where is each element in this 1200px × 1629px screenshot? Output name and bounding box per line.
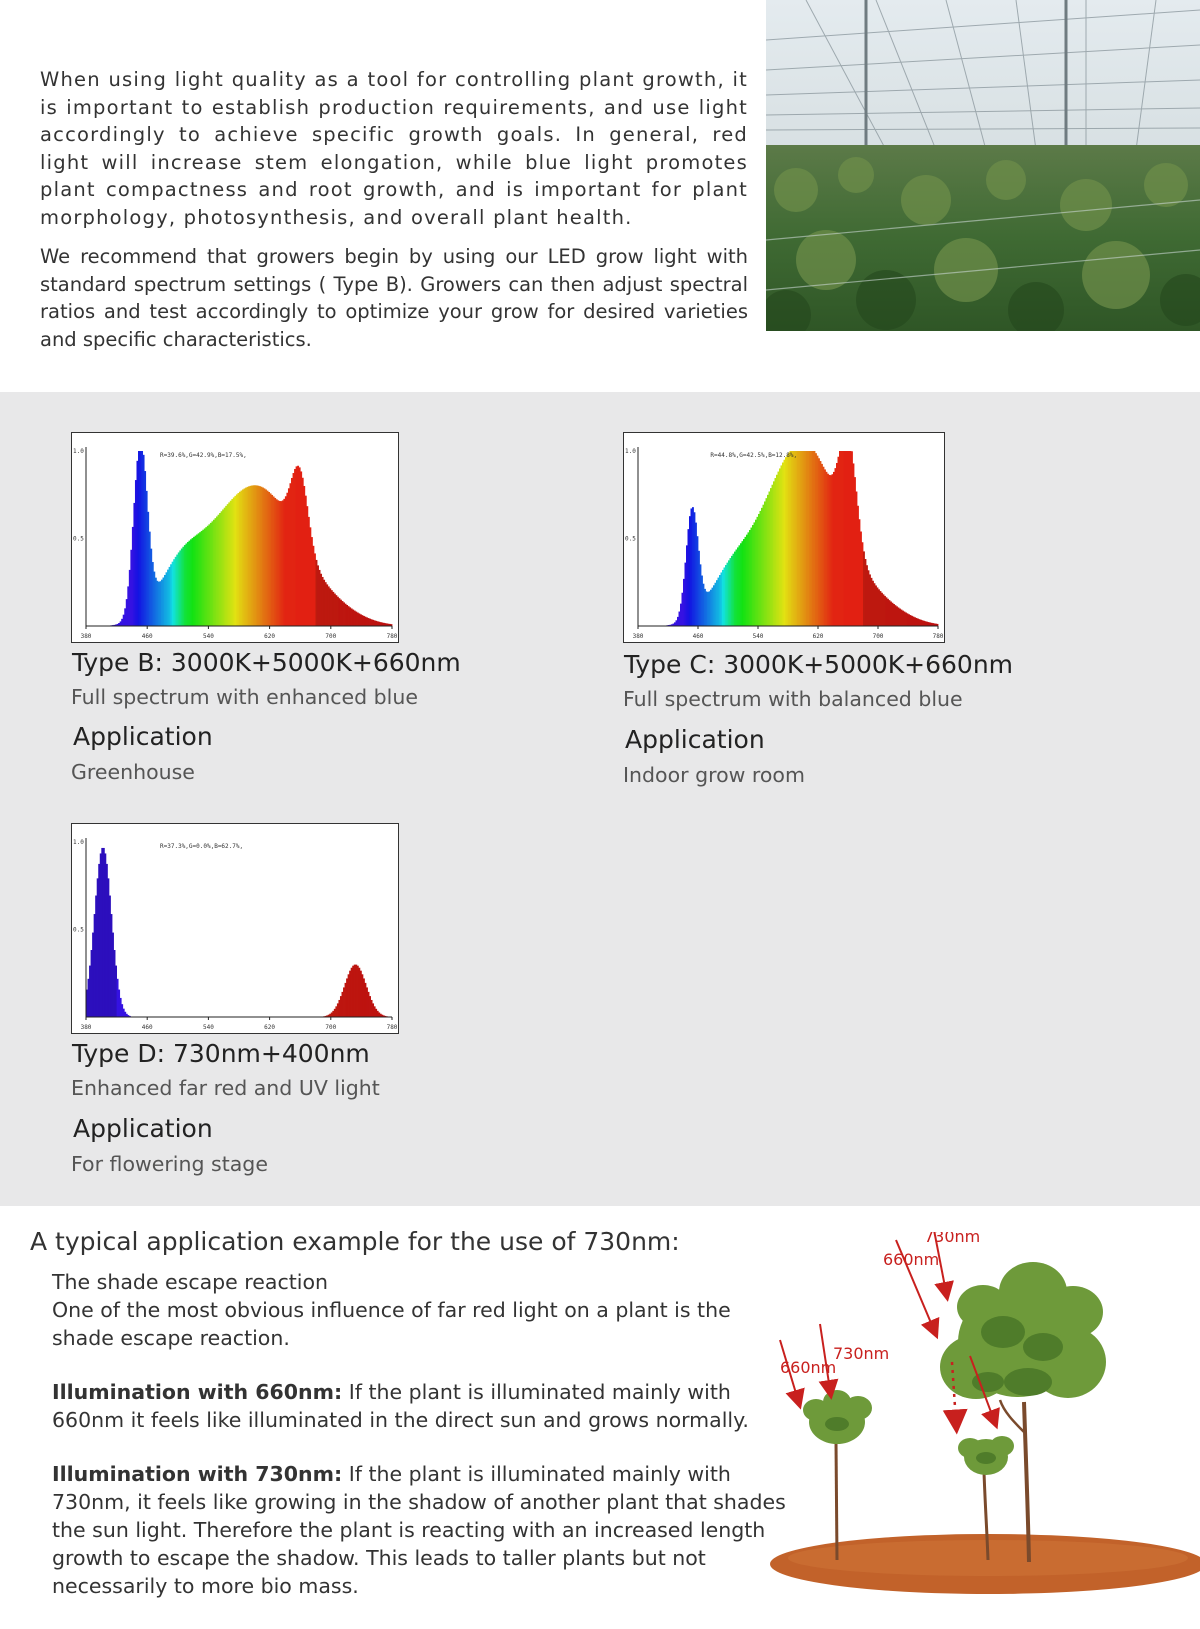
spectrum-chart-frame (623, 432, 945, 643)
spectrum-bars (667, 451, 939, 626)
x-tick-label: 620 (264, 633, 276, 640)
x-tick-label: 620 (264, 1024, 276, 1031)
spectrum-subtitle: Enhanced far red and UV light (71, 1076, 380, 1100)
x-tick-label: 460 (141, 1024, 153, 1031)
spectrum-chart-type-b (72, 433, 398, 642)
spectrum-ratio-label: R=44.8%,G=42.5%,B=12.8%, (710, 452, 798, 459)
illumination-730-text: If the plant is illuminated mainly with 730nm, it feels like growing in the shadow of another plant that shades the sun light. Therefore the plant is reacting with an increased length growth to escape the shadow. This leads to taller plants but not necessarily to more bio mass. (52, 1462, 786, 1598)
greenhouse-photo-image (766, 0, 1200, 331)
x-tick-label: 380 (632, 633, 644, 640)
application-label: Application (73, 722, 213, 751)
illumination-660-paragraph (52, 1378, 792, 1434)
label-short-730: 730nm (833, 1344, 890, 1363)
x-tick-label: 460 (141, 633, 153, 640)
shade-escape-text: One of the most obvious influence of far red light on a plant is the shade escape reaction. (52, 1298, 731, 1350)
spectrum-subtitle: Full spectrum with balanced blue (623, 687, 963, 711)
x-tick-label: 780 (386, 1024, 398, 1031)
spectrum-chart-frame (71, 432, 399, 643)
y-tick-label: 0.5 (73, 535, 84, 543)
label-tall-730: 730nm (924, 1232, 981, 1246)
spectrum-ratio-label: R=39.6%,G=42.9%,B=17.5%, (160, 452, 247, 459)
spectrum-title: Type C: 3000K+5000K+660nm (624, 650, 1014, 679)
x-tick-label: 380 (80, 1024, 92, 1031)
label-tall-660: 660nm (883, 1250, 940, 1269)
x-tick-label: 540 (202, 633, 214, 640)
x-tick-label: 380 (80, 633, 92, 640)
plant-diagram (738, 1232, 1200, 1599)
arrow-730-small (820, 1324, 830, 1390)
x-tick-label: 780 (932, 633, 944, 640)
application-value: Greenhouse (71, 760, 195, 784)
illumination-660-label: Illumination with 660nm: (52, 1380, 343, 1404)
x-tick-label: 780 (386, 633, 398, 640)
spectrum-chart-frame (71, 823, 399, 1034)
sunlit-small-plant-icon (803, 1390, 872, 1560)
y-tick-label: 1.0 (73, 839, 84, 846)
application-label: Application (625, 725, 765, 754)
spectrum-subtitle: Full spectrum with enhanced blue (71, 685, 418, 709)
example-heading: A typical application example for the use of 730nm: (30, 1227, 680, 1256)
x-tick-label: 620 (812, 633, 824, 640)
x-tick-label: 460 (692, 633, 704, 640)
x-tick-label: 540 (202, 1024, 214, 1031)
spectrum-chart-type-c (624, 433, 944, 642)
y-tick-label: 1.0 (625, 448, 636, 455)
application-value: Indoor grow room (623, 763, 805, 787)
y-tick-label: 1.0 (73, 448, 84, 455)
tall-plant-icon (940, 1262, 1106, 1562)
greenhouse-photo (766, 0, 1200, 331)
illumination-660-text: If the plant is illuminated mainly with 660nm it feels like illuminated in the direct sun and grows normally. (52, 1380, 749, 1432)
x-tick-label: 700 (325, 633, 337, 640)
spectrum-bars (86, 848, 388, 1017)
y-tick-label: 0.5 (625, 535, 636, 543)
x-tick-label: 700 (325, 1024, 337, 1031)
y-tick-label: 0.5 (73, 926, 84, 934)
shade-escape-illustration (738, 1232, 1200, 1599)
spectrum-ratio-label: R=37.3%,G=0.0%,B=62.7%, (160, 843, 244, 850)
spectrum-title: Type B: 3000K+5000K+660nm (72, 648, 461, 677)
x-tick-label: 700 (872, 633, 884, 640)
intro-paragraph-2: We recommend that growers begin by using our LED grow light with standard spectrum settings ( Type B). Growers can then adjust spectral ratios and test accordingly to optimize your grow for desired varieties and specific characteristics. (40, 245, 748, 351)
application-label: Application (73, 1114, 213, 1143)
shade-escape-title: The shade escape reaction (52, 1270, 328, 1294)
label-short-660: 660nm (780, 1358, 837, 1377)
illumination-730-label: Illumination with 730nm: (52, 1462, 343, 1486)
intro-text (40, 66, 748, 353)
example-body (52, 1268, 792, 1600)
illumination-730-paragraph (52, 1460, 792, 1600)
spectrum-bars (110, 451, 392, 626)
spectrum-title: Type D: 730nm+400nm (72, 1039, 370, 1068)
application-value: For flowering stage (71, 1152, 268, 1176)
spectrum-chart-type-d (72, 824, 398, 1033)
intro-paragraph-1: When using light quality as a tool for controlling plant growth, it is important to establish production requirements, and use light accordingly to achieve specific growth goals. In general, red light will increase stem elongation, while blue light promotes plant compactness and root growth, and is important for plant morphology, photosynthesis, and overall plant health. (40, 68, 748, 229)
x-tick-label: 540 (752, 633, 764, 640)
